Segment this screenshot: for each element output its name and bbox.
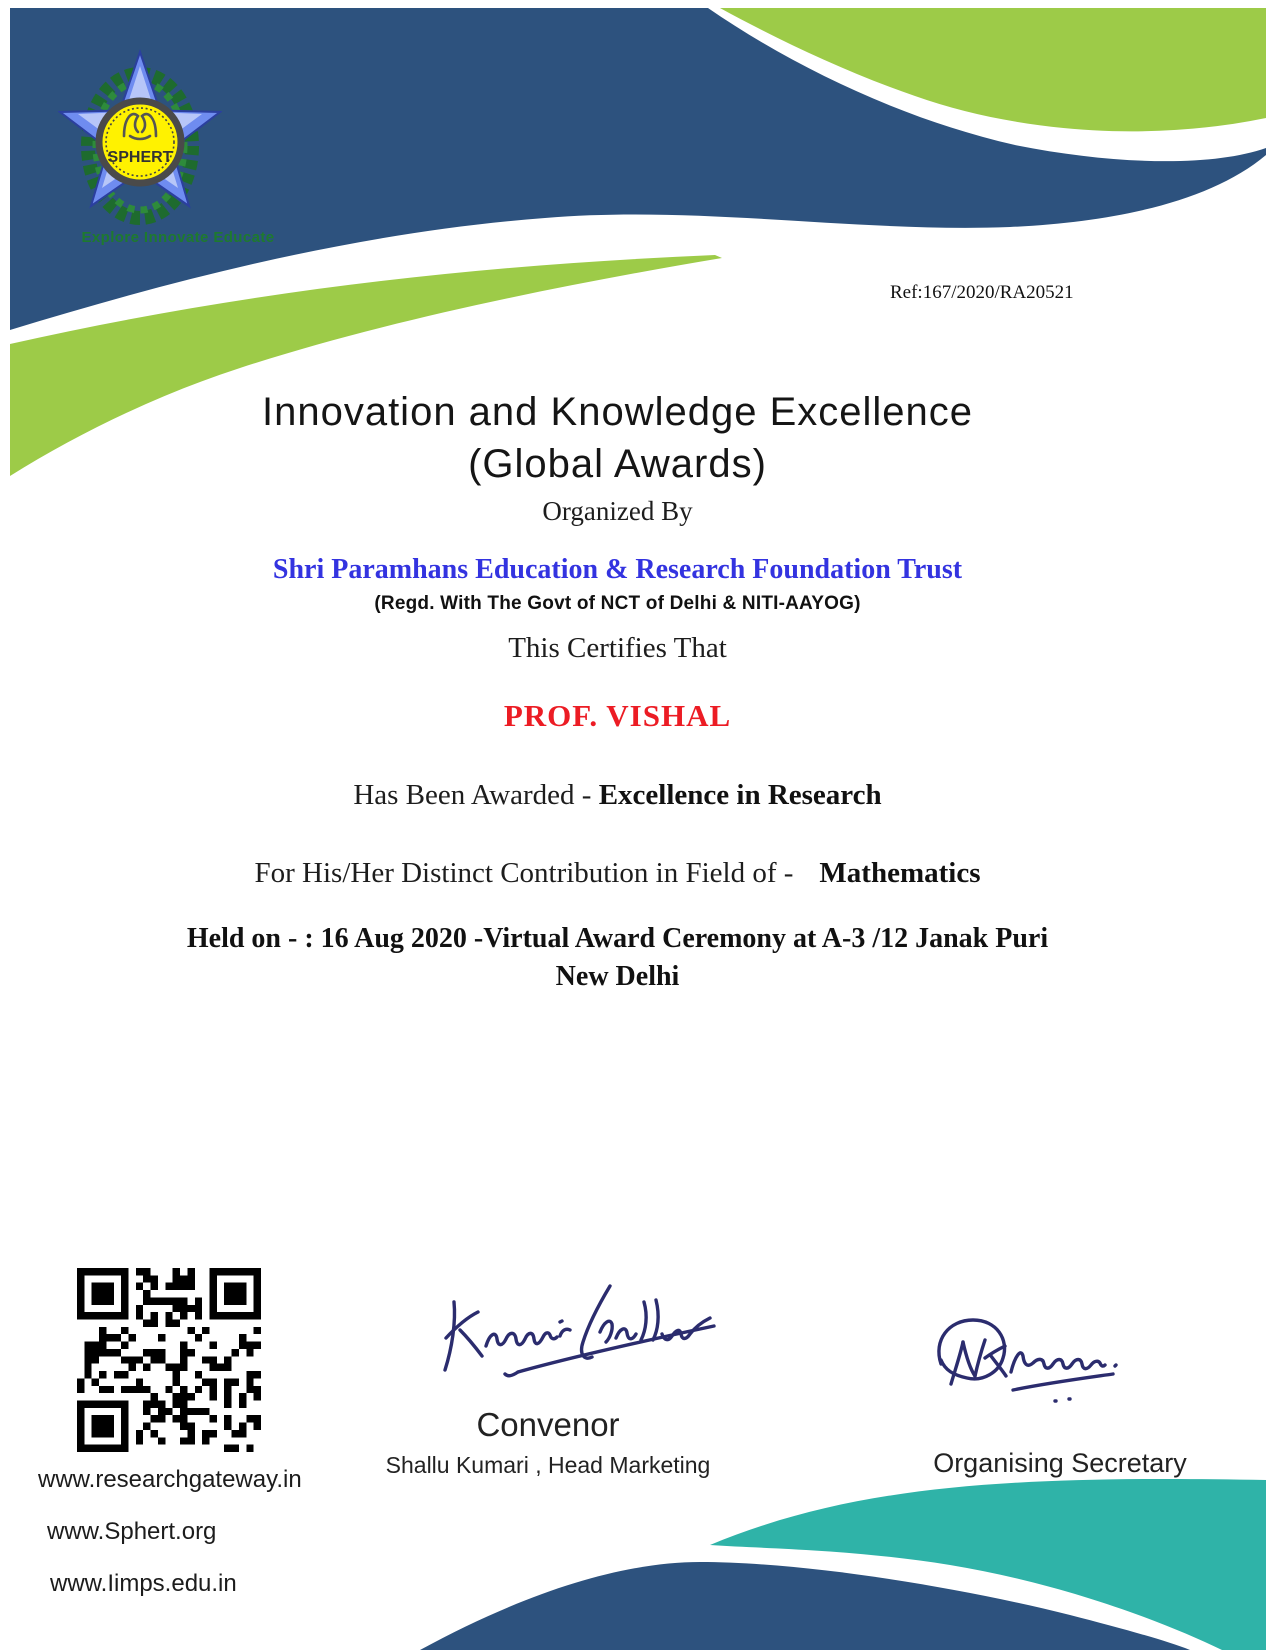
secretary-signature bbox=[905, 1308, 1170, 1412]
title-line-1: Innovation and Knowledge Excellence bbox=[261, 390, 974, 434]
convenor-name: Shallu Kumari , Head Marketing bbox=[385, 1452, 711, 1478]
website-sphert: www.Sphert.org bbox=[47, 1518, 217, 1545]
recipient-name: PROF. VISHAL bbox=[503, 698, 732, 733]
award-title: Excellence in Research bbox=[598, 779, 882, 811]
reference-number: Ref:167/2020/RA20521 bbox=[890, 282, 1074, 303]
logo-text: SPHERT bbox=[107, 149, 173, 166]
organized-by-label: Organized By bbox=[542, 496, 693, 526]
contribution-field: Mathematics bbox=[819, 857, 981, 889]
organization-name: Shri Paramhans Education & Research Foundation Trust bbox=[272, 554, 963, 585]
title-line-2: (Global Awards) bbox=[468, 442, 767, 486]
medallion bbox=[99, 101, 181, 183]
award-prefix: Has Been Awarded - bbox=[353, 779, 599, 811]
website-iimps: www.Iimps.edu.in bbox=[50, 1570, 237, 1597]
registration-note: (Regd. With The Govt of NCT of Delhi & NITI-AAYOG) bbox=[374, 593, 861, 614]
contribution-line bbox=[0, 857, 1235, 890]
certificate-title bbox=[0, 386, 1235, 490]
ceremony-text: Held on - : 16 Aug 2020 -Virtual Award Ceremony at A-3 /12 Janak Puri New Delhi bbox=[186, 923, 1049, 992]
certifies-label: This Certifies That bbox=[508, 632, 727, 664]
website-researchgateway: www.researchgateway.in bbox=[38, 1466, 302, 1493]
convenor-signature bbox=[438, 1278, 728, 1382]
contribution-prefix: For His/Her Distinct Contribution in Field of - bbox=[254, 857, 794, 889]
convenor-title: Convenor bbox=[476, 1406, 620, 1443]
secretary-title: Organising Secretary bbox=[933, 1448, 1187, 1478]
logo-tagline: Explore Innovate Educate bbox=[81, 229, 275, 246]
ceremony-line bbox=[0, 920, 1235, 996]
sphert-logo bbox=[58, 44, 222, 236]
award-line bbox=[0, 779, 1235, 812]
footer-swoosh-graphic bbox=[0, 1425, 1275, 1650]
